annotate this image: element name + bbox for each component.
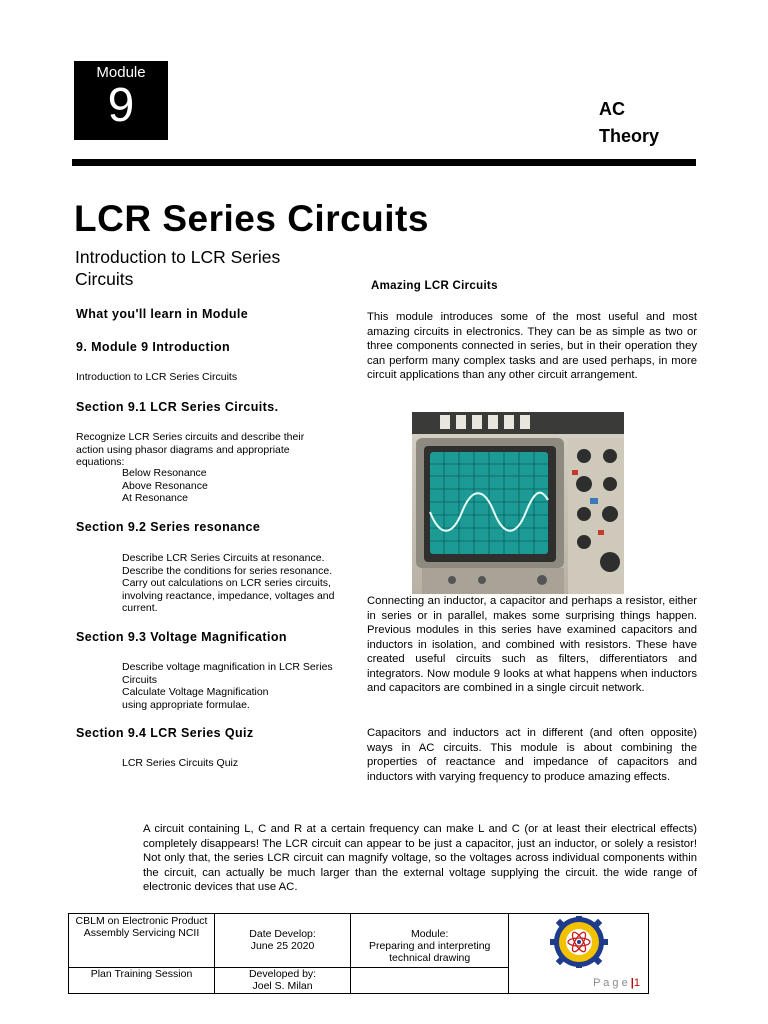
page-title: LCR Series Circuits [74, 198, 429, 239]
header-rule [72, 159, 696, 166]
section-9-2-heading: Section 9.2 Series resonance [76, 520, 261, 534]
page-word: P a g e [593, 977, 628, 989]
list-item: Below Resonance [122, 467, 207, 479]
footer-dev-value: Joel S. Milan [252, 980, 313, 992]
page-num: 1 [633, 977, 640, 989]
footer-module [351, 914, 509, 968]
module-topic [599, 96, 659, 150]
section-9-3-line-3: using appropriate formulae. [122, 698, 250, 711]
footer-dev-label: Developed by: [248, 968, 317, 980]
footer-cblm: CBLM on Electronic Product Assembly Servicing NCII [69, 914, 215, 968]
module-label: Module [96, 64, 146, 81]
footer-date-value: June 25 2020 [250, 940, 315, 952]
right-paragraph-2: Connecting an inductor, a capacitor and perhaps a resistor, either in series or in parallel, makes some surprising things happen. Previous modules in this series have examined capacitors and inductors in isolation, and combined with resistors. These have created useful circuits such as filters, differentiators and integrators. Now module 9 looks at what happens when inductors and capacitors are combined in a single circuit network. [367, 595, 697, 694]
section-9-3-line-1: Describe voltage magnification in LCR Series Circuits [122, 661, 333, 686]
module-badge [74, 61, 168, 140]
intro-text: Introduction to LCR Series Circuits [76, 371, 238, 383]
section-9-3-text [122, 661, 350, 711]
section-9-2-text: Describe LCR Series Circuits at resonance. Describe the conditions for series resonance. Carry out calculations on LCR series circuits, involving reactance, impedance, voltages and current. [122, 552, 335, 614]
footer-module-value: Preparing and interpreting technical drawing [368, 940, 491, 964]
bottom-paragraph: A circuit containing L, C and R at a certain frequency can make L and C (or at least their electrical effects) completely disappears! The LCR circuit can appear to be just a capacitor, just an inductor, or solely a resistor! Not only that, the series LCR circuit can magnify voltage, so the voltages across individual components within the circuit, can actually be much larger than the external voltage supplying the circuit. the wide range of electronic devices that use AC. [143, 823, 697, 893]
footer-date [215, 914, 351, 968]
list-item: At Resonance [122, 492, 188, 504]
footer-empty-cell [351, 968, 509, 994]
footer-developer [215, 968, 351, 994]
footer-date-label: Date Develop: [249, 928, 316, 940]
right-paragraph-1: This module introduces some of the most useful and most amazing circuits in electronics. They can be as simple as two or three components connected in series, but in their operation they can perform many complex tasks and are used perhaps, in more circuit applications than any other circuit arrangement. [367, 311, 697, 381]
oscilloscope-photo [412, 412, 624, 594]
footer-module-label: Module: [411, 928, 449, 940]
section-9-4-heading: Section 9.4 LCR Series Quiz [76, 726, 254, 740]
footer-logo-cell [509, 914, 649, 994]
footer-plan: Plan Training Session [69, 968, 215, 994]
page-subtitle: Introduction to LCR Series Circuits [75, 247, 281, 289]
right-heading: Amazing LCR Circuits [371, 280, 498, 292]
learn-heading: What you'll learn in Module [76, 307, 249, 321]
right-paragraph-3: Capacitors and inductors act in different (and often opposite) ways in AC circuits. This module is about combining the properties of reactance and impedance of capacitors and inductors with varying frequency to produce amazing effects. [367, 727, 697, 783]
section-9-1-list [76, 467, 208, 505]
list-item: Above Resonance [122, 479, 208, 492]
section-9-1-text: Recognize LCR Series circuits and describe their action using phasor diagrams and appropriate equations: [76, 431, 305, 468]
module-number: 9 [107, 79, 135, 132]
section-9-3-heading: Section 9.3 Voltage Magnification [76, 630, 287, 644]
page-number [593, 977, 640, 989]
topic-line-2: Theory [599, 126, 660, 146]
footer-table [68, 913, 649, 994]
school-seal-logo [535, 916, 623, 968]
topic-line-1: AC [599, 99, 625, 119]
page-separator: | [630, 977, 634, 989]
intro-heading: 9. Module 9 Introduction [76, 340, 231, 354]
section-9-1-heading: Section 9.1 LCR Series Circuits. [76, 400, 279, 414]
section-9-3-line-2: Calculate Voltage Magnification [122, 686, 269, 698]
section-9-4-text: LCR Series Circuits Quiz [122, 757, 239, 769]
